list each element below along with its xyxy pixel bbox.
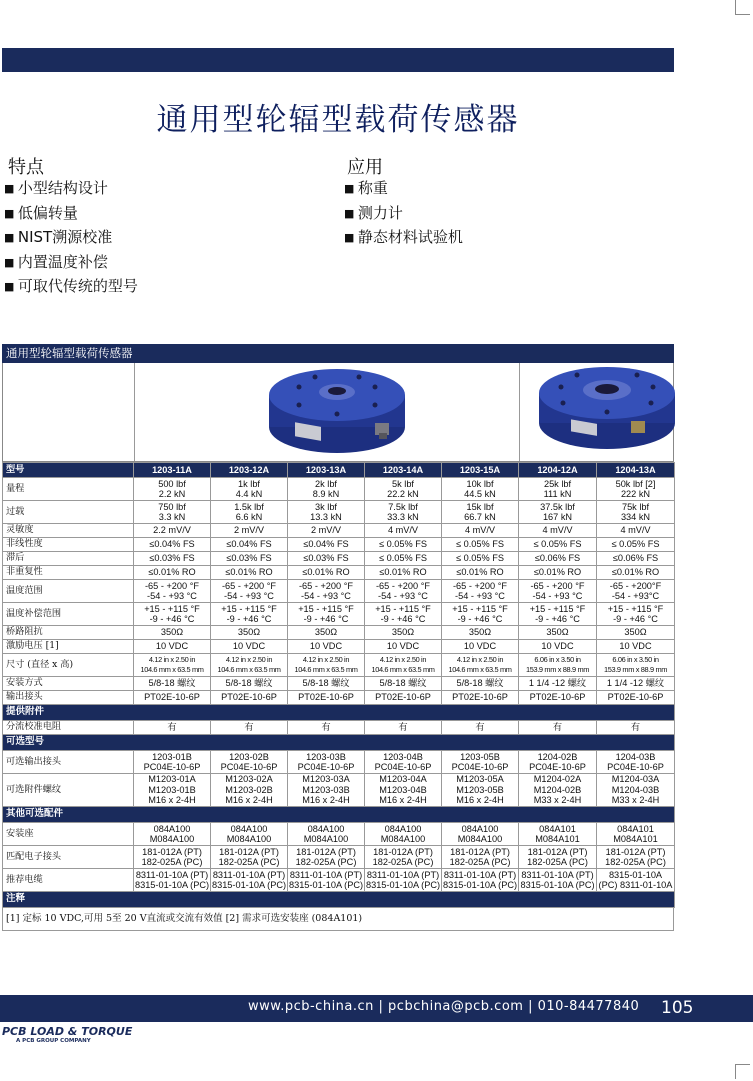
table-cell: ≤0.01% RO bbox=[134, 566, 211, 580]
load-cell-1204-image bbox=[535, 365, 685, 459]
table-cell: 5k lbf 22.2 kN bbox=[365, 478, 442, 501]
model-name: 1204-13A bbox=[597, 463, 675, 478]
table-cell: 15k lbf 66.7 kN bbox=[442, 501, 519, 524]
table-cell: 5/8-18 螺纹 bbox=[288, 677, 365, 691]
table-cell: 181-012A (PT) 182-025A (PC) bbox=[211, 846, 288, 869]
table-cell: 350Ω bbox=[288, 626, 365, 640]
table-cell: ≤ 0.05% FS bbox=[365, 538, 442, 552]
table-caption: 通用型轮辐型载荷传感器 bbox=[2, 344, 674, 363]
table-row bbox=[3, 846, 675, 869]
table-cell: 084A100 M084A100 bbox=[365, 823, 442, 846]
table-cell: 8311-01-10A (PT) 8315-01-10A (PC) bbox=[365, 869, 441, 890]
table-cell: 5/8-18 螺纹 bbox=[365, 677, 442, 691]
row-label: 匹配电子接头 bbox=[3, 846, 134, 869]
row-label: 分流校准电阻 bbox=[3, 721, 134, 735]
table-cell: M1203-01A M1203-01B M16 x 2-4H bbox=[134, 774, 211, 807]
row-label: 尺寸 (直径 x 高) bbox=[3, 654, 134, 677]
table-row bbox=[3, 677, 675, 691]
table-cell: 181-012A (PT) 182-025A (PC) bbox=[442, 846, 519, 869]
application-item: ■ 静态材料试验机 bbox=[344, 226, 463, 251]
table-row bbox=[3, 654, 675, 677]
spec-table bbox=[2, 462, 675, 908]
row-label: 滞后 bbox=[3, 552, 134, 566]
table-cell: 6.06 in x 3.50 in 153.9 mm x 88.9 mm bbox=[597, 654, 675, 677]
feature-item: ■ 小型结构设计 bbox=[4, 177, 138, 202]
table-cell: 37.5k lbf 167 kN bbox=[519, 501, 597, 524]
table-cell: -65 - +200 °F -54 - +93 °C bbox=[519, 580, 597, 603]
logo-subtext: A PCB GROUP COMPANY bbox=[16, 1038, 91, 1044]
table-cell: M1203-02A M1203-02B M16 x 2-4H bbox=[211, 774, 288, 807]
table-row bbox=[3, 501, 675, 524]
crop-mark-bottom-right bbox=[735, 1064, 750, 1079]
table-cell: 8315-01-10A (PC) 8311-01-10A bbox=[597, 869, 675, 892]
table-cell: PT02E-10-6P bbox=[288, 691, 365, 705]
page-title: 通用型轮辐型载荷传感器 bbox=[156, 102, 520, 138]
table-cell: 4.12 in x 2.50 in 104.6 mm x 63.5 mm bbox=[211, 654, 288, 677]
table-cell: 有 bbox=[597, 721, 675, 735]
table-cell: 4.12 in x 2.50 in 104.6 mm x 63.5 mm bbox=[442, 654, 519, 677]
table-cell: M1203-05A M1203-05B M16 x 2-4H bbox=[442, 774, 519, 807]
section-title: 其他可选配件 bbox=[3, 807, 675, 823]
footer-bar bbox=[0, 995, 753, 1022]
table-cell: ≤0.01% RO bbox=[442, 566, 519, 580]
table-cell: -65 - +200 °F -54 - +93 °C bbox=[134, 580, 211, 603]
table-row bbox=[3, 751, 675, 774]
model-name: 1204-12A bbox=[519, 463, 597, 478]
row-label: 温度范围 bbox=[3, 580, 134, 603]
table-cell: M1203-03A M1203-03B M16 x 2-4H bbox=[288, 774, 365, 807]
model-name: 1203-15A bbox=[442, 463, 519, 478]
table-cell: 有 bbox=[365, 721, 442, 735]
table-cell: M1204-03A M1204-03B M33 x 2-4H bbox=[597, 774, 675, 807]
table-cell: 4 mV/V bbox=[597, 524, 675, 538]
table-row bbox=[3, 603, 675, 626]
table-cell: -65 - +200 °F -54 - +93 °C bbox=[365, 580, 442, 603]
table-cell: ≤0.01% RO bbox=[597, 566, 675, 580]
table-cell: 2.2 mV/V bbox=[134, 524, 211, 538]
table-cell: 2k lbf 8.9 kN bbox=[288, 478, 365, 501]
table-cell: 有 bbox=[134, 721, 211, 735]
table-cell: 10 VDC bbox=[288, 640, 365, 654]
table-cell: -65 - +200°F -54 - +93°C bbox=[597, 580, 675, 603]
crop-mark-top-right bbox=[735, 0, 750, 15]
table-cell: 7.5k lbf 33.3 kN bbox=[365, 501, 442, 524]
table-cell: 1.5k lbf 6.6 kN bbox=[211, 501, 288, 524]
table-cell: 4.12 in x 2.50 in 104.6 mm x 63.5 mm bbox=[365, 654, 442, 677]
table-cell: ≤0.03% FS bbox=[134, 552, 211, 566]
table-cell: ≤0.01% RO bbox=[365, 566, 442, 580]
section-header bbox=[3, 735, 675, 751]
table-cell: 084A100 M084A100 bbox=[134, 823, 211, 846]
row-label: 可选输出接头 bbox=[3, 751, 134, 774]
table-cell: 750 lbf 3.3 kN bbox=[134, 501, 211, 524]
table-cell: 有 bbox=[442, 721, 519, 735]
table-cell: PT02E-10-6P bbox=[211, 691, 288, 705]
table-cell: 350Ω bbox=[519, 626, 597, 640]
section-title: 提供附件 bbox=[3, 705, 675, 721]
table-cell: 4.12 in x 2.50 in 104.6 mm x 63.5 mm bbox=[134, 654, 211, 677]
table-cell: ≤ 0.05% FS bbox=[442, 538, 519, 552]
table-row bbox=[3, 566, 675, 580]
table-cell: 1203-05B PC04E-10-6P bbox=[442, 751, 519, 774]
table-cell: 50k lbf [2] 222 kN bbox=[597, 478, 675, 501]
table-cell: ≤0.01% RO bbox=[211, 566, 288, 580]
application-item: ■ 测力计 bbox=[344, 202, 463, 227]
features-heading: 特点 bbox=[8, 157, 44, 178]
model-name: 1203-14A bbox=[365, 463, 442, 478]
table-cell: 500 lbf 2.2 kN bbox=[134, 478, 211, 501]
spec-table-block bbox=[2, 344, 674, 931]
table-cell: 4 mV/V bbox=[365, 524, 442, 538]
table-cell: PT02E-10-6P bbox=[365, 691, 442, 705]
table-cell: 3k lbf 13.3 kN bbox=[288, 501, 365, 524]
table-cell: 181-012A (PT) 182-025A (PC) bbox=[597, 846, 675, 869]
table-cell: 1204-03B PC04E-10-6P bbox=[597, 751, 675, 774]
table-row bbox=[3, 580, 675, 603]
table-cell: ≤0.01% RO bbox=[288, 566, 365, 580]
row-label: 非重复性 bbox=[3, 566, 134, 580]
table-cell: 10 VDC bbox=[211, 640, 288, 654]
table-cell: 75k lbf 334 kN bbox=[597, 501, 675, 524]
table-cell: 4.12 in x 2.50 in 104.6 mm x 63.5 mm bbox=[288, 654, 365, 677]
table-cell: 1203-01B PC04E-10-6P bbox=[134, 751, 211, 774]
table-cell: M1203-04A M1203-04B M16 x 2-4H bbox=[365, 774, 442, 807]
feature-item: ■ 可取代传统的型号 bbox=[4, 275, 138, 300]
table-row bbox=[3, 538, 675, 552]
row-label: 激励电压 [1] bbox=[3, 640, 134, 654]
table-cell: 有 bbox=[211, 721, 288, 735]
table-cell: 084A101 M084A101 bbox=[597, 823, 675, 846]
section-header bbox=[3, 705, 675, 721]
table-cell: 5/8-18 螺纹 bbox=[442, 677, 519, 691]
table-row bbox=[3, 552, 675, 566]
table-row bbox=[3, 823, 675, 846]
load-cell-1203-image bbox=[265, 365, 425, 459]
table-cell: 084A100 M084A100 bbox=[442, 823, 519, 846]
table-cell: ≤0.04% FS bbox=[211, 538, 288, 552]
table-cell: 8311-01-10A (PT) 8315-01-10A (PC) bbox=[211, 869, 287, 890]
table-cell: PT02E-10-6P bbox=[597, 691, 675, 705]
model-name: 1203-11A bbox=[134, 463, 211, 478]
row-label: 输出接头 bbox=[3, 691, 134, 705]
table-cell: 8311-01-10A (PT) 8315-01-10A (PC) bbox=[520, 869, 595, 890]
table-cell: -65 - +200 °F -54 - +93 °C bbox=[442, 580, 519, 603]
table-row bbox=[3, 626, 675, 640]
table-cell: +15 - +115 °F -9 - +46 °C bbox=[288, 603, 365, 626]
footer-contact: www.pcb-china.cn | pcbchina@pcb.com | 010-84477840 bbox=[248, 999, 640, 1014]
table-cell: 6.06 in x 3.50 in 153.9 mm x 88.9 mm bbox=[519, 654, 597, 677]
table-cell: 10k lbf 44.5 kN bbox=[442, 478, 519, 501]
table-cell: 350Ω bbox=[442, 626, 519, 640]
application-item: ■ 称重 bbox=[344, 177, 463, 202]
table-row bbox=[3, 524, 675, 538]
row-label: 量程 bbox=[3, 478, 134, 501]
table-cell: +15 - +115 °F -9 - +46 °C bbox=[365, 603, 442, 626]
table-row bbox=[3, 869, 675, 892]
table-cell: +15 - +115 °F -9 - +46 °C bbox=[597, 603, 675, 626]
row-label: 非线性度 bbox=[3, 538, 134, 552]
feature-item: ■ 低偏转量 bbox=[4, 202, 138, 227]
table-cell: 10 VDC bbox=[365, 640, 442, 654]
table-cell: +15 - +115 °F -9 - +46 °C bbox=[442, 603, 519, 626]
table-cell: PT02E-10-6P bbox=[442, 691, 519, 705]
applications-heading: 应用 bbox=[347, 157, 383, 178]
table-row bbox=[3, 774, 675, 807]
notes-title: 注释 bbox=[3, 892, 675, 908]
table-cell: 有 bbox=[519, 721, 597, 735]
table-cell: 4 mV/V bbox=[442, 524, 519, 538]
table-cell: ≤0.04% FS bbox=[288, 538, 365, 552]
table-cell: 1k lbf 4.4 kN bbox=[211, 478, 288, 501]
table-cell: -65 - +200 °F -54 - +93 °C bbox=[288, 580, 365, 603]
table-row bbox=[3, 478, 675, 501]
table-cell: 8311-01-10A (PT) 8315-01-10A (PC) bbox=[288, 869, 364, 890]
table-cell: M1204-02A M1204-02B M33 x 2-4H bbox=[519, 774, 597, 807]
feature-item: ■ NIST溯源校准 bbox=[4, 226, 138, 251]
table-cell: 350Ω bbox=[134, 626, 211, 640]
notes-header bbox=[3, 892, 675, 908]
model-label: 型号 bbox=[3, 463, 134, 478]
table-cell: -65 - +200 °F -54 - +93 °C bbox=[211, 580, 288, 603]
page-number: 105 bbox=[661, 998, 694, 1018]
header-bar bbox=[2, 48, 674, 72]
table-cell: 有 bbox=[288, 721, 365, 735]
table-cell: 181-012A (PT) 182-025A (PC) bbox=[134, 846, 211, 869]
table-cell: 181-012A (PT) 182-025A (PC) bbox=[365, 846, 442, 869]
table-cell: 1 1/4 -12 螺纹 bbox=[519, 677, 597, 691]
table-cell: 2 mV/V bbox=[288, 524, 365, 538]
table-cell: 084A100 M084A100 bbox=[211, 823, 288, 846]
table-cell: +15 - +115 °F -9 - +46 °C bbox=[519, 603, 597, 626]
table-cell: ≤0.06% FS bbox=[597, 552, 675, 566]
table-row bbox=[3, 721, 675, 735]
table-cell: ≤ 0.05% FS bbox=[442, 552, 519, 566]
section-title: 可选型号 bbox=[3, 735, 675, 751]
table-cell: 181-012A (PT) 182-025A (PC) bbox=[519, 846, 597, 869]
table-cell: 8311-01-10A (PT) 8315-01-10A (PC) bbox=[134, 869, 210, 890]
table-cell: ≤0.06% FS bbox=[519, 552, 597, 566]
table-row bbox=[3, 640, 675, 654]
table-cell: 10 VDC bbox=[597, 640, 675, 654]
table-cell: PT02E-10-6P bbox=[134, 691, 211, 705]
table-cell: 1203-04B PC04E-10-6P bbox=[365, 751, 442, 774]
table-cell: 084A100 M084A100 bbox=[288, 823, 365, 846]
row-label: 桥路阻抗 bbox=[3, 626, 134, 640]
notes-text: [1] 定标 10 VDC,可用 5至 20 V直流或交流有效值 [2] 需求可选安装座 (084A101) bbox=[2, 908, 674, 931]
table-cell: 25k lbf 111 kN bbox=[519, 478, 597, 501]
model-name: 1203-12A bbox=[211, 463, 288, 478]
section-header bbox=[3, 807, 675, 823]
row-label: 可选附件螺纹 bbox=[3, 774, 134, 807]
feature-item: ■ 内置温度补偿 bbox=[4, 251, 138, 276]
table-cell: +15 - +115 °F -9 - +46 °C bbox=[211, 603, 288, 626]
table-cell: 4 mV/V bbox=[519, 524, 597, 538]
table-cell: 5/8-18 螺纹 bbox=[134, 677, 211, 691]
table-cell: 181-012A (PT) 182-025A (PC) bbox=[288, 846, 365, 869]
table-cell: 084A101 M084A101 bbox=[519, 823, 597, 846]
table-cell: ≤0.01% RO bbox=[519, 566, 597, 580]
table-cell: ≤0.03% FS bbox=[211, 552, 288, 566]
row-label: 安装方式 bbox=[3, 677, 134, 691]
table-cell: 1 1/4 -12 螺纹 bbox=[597, 677, 675, 691]
row-label: 灵敏度 bbox=[3, 524, 134, 538]
row-label: 推荐电缆 bbox=[3, 869, 134, 892]
table-cell: 8311-01-10A (PT) 8315-01-10A (PC) bbox=[442, 869, 518, 890]
table-cell: 2 mV/V bbox=[211, 524, 288, 538]
table-cell: 350Ω bbox=[365, 626, 442, 640]
applications-list bbox=[344, 177, 463, 251]
table-cell: 350Ω bbox=[597, 626, 675, 640]
pcb-logo bbox=[2, 1025, 132, 1044]
table-cell: 350Ω bbox=[211, 626, 288, 640]
model-name: 1203-13A bbox=[288, 463, 365, 478]
product-images bbox=[2, 363, 674, 462]
table-cell: 10 VDC bbox=[519, 640, 597, 654]
features-list bbox=[4, 177, 138, 300]
table-cell: 10 VDC bbox=[134, 640, 211, 654]
table-cell: 1204-02B PC04E-10-6P bbox=[519, 751, 597, 774]
table-cell: 10 VDC bbox=[442, 640, 519, 654]
table-cell: ≤ 0.05% FS bbox=[519, 538, 597, 552]
table-cell: ≤ 0.05% FS bbox=[597, 538, 675, 552]
row-label: 安装座 bbox=[3, 823, 134, 846]
table-cell: 1203-02B PC04E-10-6P bbox=[211, 751, 288, 774]
table-cell: 1203-03B PC04E-10-6P bbox=[288, 751, 365, 774]
logo-text: PCB LOAD & TORQUE bbox=[2, 1025, 133, 1038]
table-cell: 5/8-18 螺纹 bbox=[211, 677, 288, 691]
table-cell: ≤0.04% FS bbox=[134, 538, 211, 552]
row-label: 温度补偿范围 bbox=[3, 603, 134, 626]
table-row bbox=[3, 691, 675, 705]
table-cell: ≤ 0.05% FS bbox=[365, 552, 442, 566]
table-cell: ≤0.03% FS bbox=[288, 552, 365, 566]
row-label: 过载 bbox=[3, 501, 134, 524]
model-header-row bbox=[3, 463, 675, 478]
table-cell: +15 - +115 °F -9 - +46 °C bbox=[134, 603, 211, 626]
table-cell: PT02E-10-6P bbox=[519, 691, 597, 705]
